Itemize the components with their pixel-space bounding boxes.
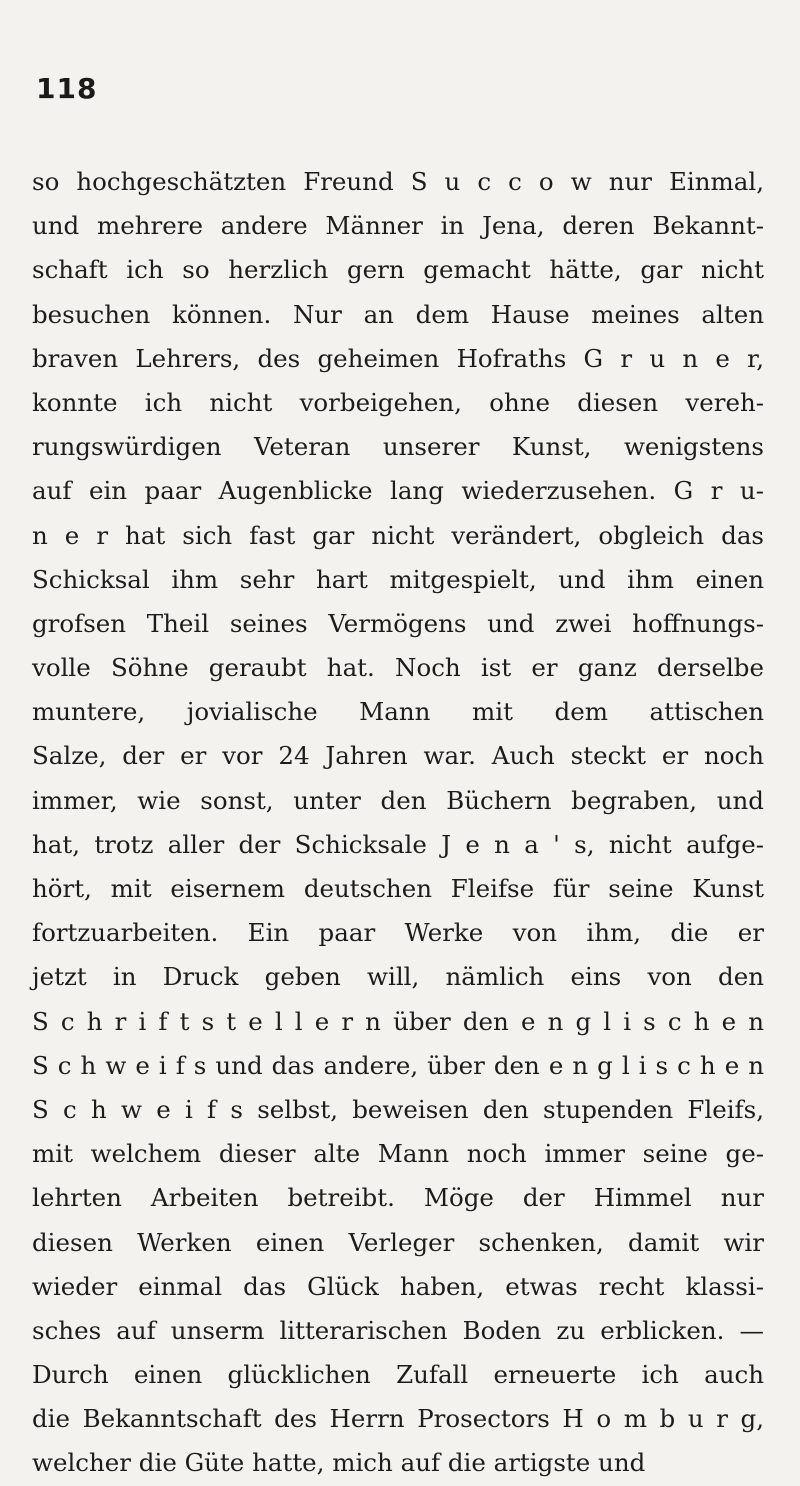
text-line: Salze, der er vor 24 Jahren war. Auch steckt er noch [32, 741, 764, 771]
text-line: und mehrere andere Männer in Jena, deren Bekannt- [32, 211, 764, 241]
page-number: 118 [36, 72, 98, 105]
text-line: lehrten Arbeiten betreibt. Möge der Himmel nur [32, 1183, 764, 1213]
text-line: S c h r i f t s t e l l e r n über den e n g l i s c h e n [32, 1006, 764, 1036]
text-line: jetzt in Druck geben will, nämlich eins von den [32, 962, 764, 992]
text-line: wieder einmal das Glück haben, etwas recht klassi- [32, 1271, 764, 1301]
text-line: Durch einen glücklichen Zufall erneuerte ich auch [32, 1360, 764, 1390]
text-line: hat, trotz aller der Schicksale J e n a ' s, nicht aufge- [32, 829, 764, 859]
text-line: S c h w e i f s und das andere, über den e n g l i s c h e n [32, 1050, 764, 1080]
text-line: volle Söhne geraubt hat. Noch ist er ganz derselbe [32, 653, 764, 683]
text-line: Schicksal ihm sehr hart mitgespielt, und ihm einen [32, 564, 764, 594]
text-line: braven Lehrers, des geheimen Hofraths G r u n e r, [32, 343, 764, 373]
text-line: besuchen können. Nur an dem Hause meines alten [32, 299, 764, 329]
text-line: fortzuarbeiten. Ein paar Werke von ihm, die er [32, 918, 764, 948]
text-line: sches auf unserm litterarischen Boden zu erblicken. — [32, 1315, 764, 1345]
text-line: rungswürdigen Veteran unserer Kunst, wenigstens [32, 432, 764, 462]
text-line: muntere, jovialische Mann mit dem attischen [32, 697, 764, 727]
text-line: konnte ich nicht vorbeigehen, ohne diesen vereh- [32, 387, 764, 417]
text-line: hört, mit eisernem deutschen Fleifse für seine Kunst [32, 874, 764, 903]
text-line: diesen Werken einen Verleger schenken, damit wir [32, 1227, 764, 1257]
text-line: S c h w e i f s selbst, beweisen den stupenden Fleifs, [32, 1094, 764, 1124]
text-line: welcher die Güte hatte, mich auf die artigste und [32, 1448, 646, 1478]
text-line: mit welchem dieser alte Mann noch immer seine ge- [32, 1139, 764, 1169]
text-line: auf ein paar Augenblicke lang wiederzusehen. G r u- [32, 476, 764, 506]
text-line: so hochgeschätzten Freund S u c c o w nur Einmal, [32, 167, 764, 196]
text-line: immer, wie sonst, unter den Büchern begraben, und [32, 785, 764, 815]
text-line: die Bekanntschaft des Herrn Prosectors H o m b u r g, [32, 1404, 764, 1434]
text-line: grofsen Theil seines Vermögens und zwei hoffnungs- [32, 608, 764, 638]
body-text [32, 160, 764, 1486]
text-line: n e r hat sich fast gar nicht verändert, obgleich das [32, 520, 764, 550]
text-line: schaft ich so herzlich gern gemacht hätte, gar nicht [32, 255, 764, 285]
